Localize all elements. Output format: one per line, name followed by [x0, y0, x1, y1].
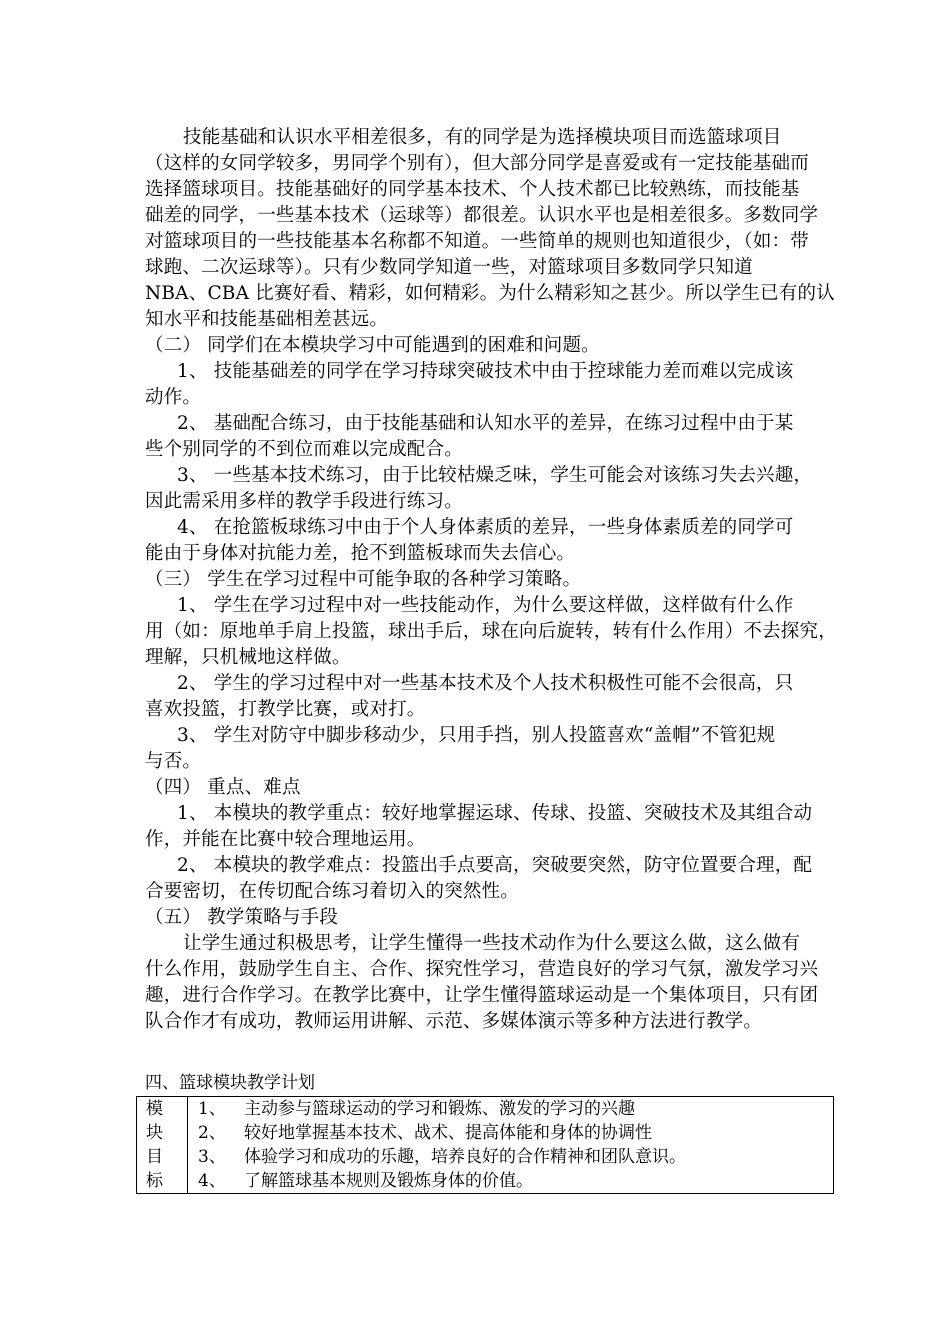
- text-line: 3、 学生对防守中脚步移动少，只用手挡，别人投篮喜欢“盖帽”不管犯规: [177, 725, 776, 746]
- text-line: 1、 学生在学习过程中对一些技能动作，为什么要这样做，这样做有什么作: [177, 595, 794, 616]
- module-goal-label-char: 块: [146, 1123, 163, 1143]
- text-line: 球跑、二次运球等）。只有少数同学知道一些，对篮球项目多数同学只知道: [145, 257, 753, 278]
- text-line: 础差的同学，一些基本技术（运球等）都很差。认识水平也是相差很多。多数同学: [145, 205, 819, 226]
- text-line: 1、 本模块的教学重点：较好地掌握运球、传球、投篮、突破技术及其组合动: [177, 803, 813, 824]
- text-line: 喜欢投篮，打教学比赛，或对打。: [145, 699, 426, 720]
- text-line: 3、 一些基本技术练习，由于比较枯燥乏味，学生可能会对该练习失去兴趣，: [177, 465, 813, 486]
- table-row: [137, 1097, 834, 1194]
- text-line: 4、 在抢篮板球练习中由于个人身体素质的差异，一些身体素质差的同学可: [177, 517, 794, 538]
- text-line: 2、 本模块的教学难点：投篮出手点要高，突破要突然，防守位置要合理，配: [177, 855, 813, 876]
- goal-item-text: 体验学习和成功的乐趣，培养良好的合作精神和团队意识。: [244, 1147, 686, 1167]
- text-line: 让学生通过积极思考，让学生懂得一些技术动作为什么要这么做，这么做有: [183, 933, 801, 954]
- goal-item-text: 较好地掌握基本技术、战术、提高体能和身体的协调性: [244, 1123, 652, 1143]
- text-line: 对篮球项目的一些技能基本名称都不知道。一些简单的规则也知道很少，（如：带: [145, 231, 809, 252]
- text-line: 因此需采用多样的教学手段进行练习。: [145, 491, 463, 512]
- text-line: 合要密切，在传切配合练习着切入的突然性。: [145, 881, 520, 902]
- text-line: 能由于身体对抗能力差，抢不到篮板球而失去信心。: [145, 543, 576, 564]
- module-goal-label-char: 模: [146, 1099, 163, 1119]
- text-line: NBA、CBA 比赛好看、精彩，如何精彩。为什么精彩知之甚少。所以学生已有的认: [145, 283, 835, 304]
- text-line: 动作。: [145, 387, 202, 408]
- text-line: 1、 技能基础差的同学在学习持球突破技术中由于控球能力差而难以完成该: [177, 361, 794, 382]
- text-line: （五） 教学策略与手段: [145, 907, 339, 928]
- goal-item: [188, 1097, 833, 1121]
- text-line: 技能基础和认识水平相差很多，有的同学是为选择模块项目而选篮球项目: [183, 127, 782, 148]
- text-line: （二） 同学们在本模块学习中可能遇到的困难和问题。: [145, 335, 600, 356]
- text-line: （四） 重点、难点: [145, 777, 301, 798]
- text-line: （这样的女同学较多，男同学个别有），但大部分同学是喜爱或有一定技能基础而: [145, 153, 809, 174]
- text-line: 什么作用，鼓励学生自主、合作、探究性学习，营造良好的学习气氛，激发学习兴: [145, 959, 819, 980]
- text-line: 些个别同学的不到位而难以完成配合。: [145, 439, 463, 460]
- text-line: 与否。: [145, 751, 202, 772]
- goal-item-number: 2、: [198, 1123, 226, 1143]
- goal-item: [188, 1169, 833, 1193]
- text-line: 选择篮球项目。技能基础好的同学基本技术、个人技术都已比较熟练，而技能基: [145, 179, 800, 200]
- teaching-plan-table: [136, 1096, 834, 1194]
- module-goal-label-cell: [137, 1097, 188, 1194]
- text-line: 理解，只机械地这样做。: [145, 647, 351, 668]
- goal-item-number: 1、: [198, 1099, 226, 1119]
- goal-item: [188, 1145, 833, 1169]
- text-line: 2、 基础配合练习，由于技能基础和认知水平的差异，在练习过程中由于某: [177, 413, 794, 434]
- goal-item-number: 3、: [198, 1147, 226, 1167]
- goal-item-text: 了解篮球基本规则及锻炼身体的价值。: [244, 1171, 533, 1191]
- goal-item: [188, 1121, 833, 1145]
- module-goal-label-char: 目: [146, 1147, 163, 1167]
- text-line: 2、 学生的学习过程中对一些基本技术及个人技术积极性可能不会很高，只: [177, 673, 794, 694]
- text-line: 作，并能在比赛中较合理地运用。: [145, 829, 426, 850]
- text-line: 用（如：原地单手肩上投篮，球出手后，球在向后旋转，转有什么作用）不去探究，: [145, 621, 837, 642]
- section-heading: 四、篮球模块教学计划: [145, 1073, 315, 1093]
- goal-item-text: 主动参与篮球运动的学习和锻炼、激发的学习的兴趣: [244, 1099, 635, 1119]
- goal-item-number: 4、: [198, 1171, 226, 1191]
- text-line: 队合作才有成功，教师运用讲解、示范、多媒体演示等多种方法进行教学。: [145, 1011, 763, 1032]
- module-goal-label-char: 标: [146, 1171, 163, 1191]
- text-line: 趣，进行合作学习。在教学比赛中，让学生懂得篮球运动是一个集体项目，只有团: [145, 985, 819, 1006]
- module-goal-items-cell: [188, 1097, 834, 1194]
- text-line: 知水平和技能基础相差甚远。: [145, 309, 389, 330]
- text-line: （三） 学生在学习过程中可能争取的各种学习策略。: [145, 569, 582, 590]
